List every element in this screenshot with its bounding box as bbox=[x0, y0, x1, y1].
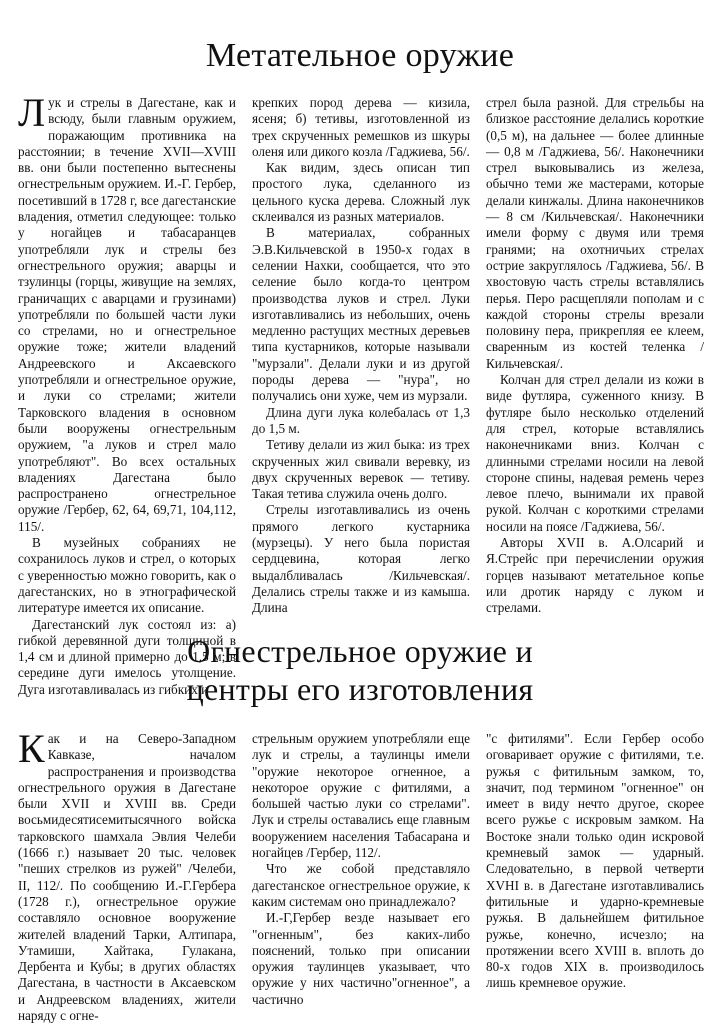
paragraph: крепких пород дерева — кизила, ясеня; б) тетивы, изготовленной из трех скрученных ремешков из шкуры оленя или дикого козла /Гаджиева, 56/. bbox=[252, 95, 470, 159]
paragraph: Как видим, здесь описан тип простого лука, сделанного из цельного куска дерева. Сложный лук склеивался из разных материалов. bbox=[252, 160, 470, 225]
section1-column-2 bbox=[252, 95, 470, 615]
section2-column-2 bbox=[252, 731, 470, 1007]
paragraph: Как и на Северо-Западном Кавказе, началом распространения и производства огнестрельного оружия в Дагестане были XVII и XVIII вв. Среди восьмидесятисемитысячного войска тарковского шамхала Эвлия Челеби (1666 г.) называет 20 тыс. человек "пеших стрелков из ружей" /Челеби, II, 112/. По сообщению И.-Г.Гербера (1728 г.), огнестрельное оружие составляло основное вооружение жителей владений Тарки, Алтипара, Утамиши, Хайтака, Гулакана, Дербента и Кубы; в других областях Дагестана, в частности в Аксаевском и Андреевском владениях, жители наряду с огне- bbox=[18, 726, 236, 1024]
paragraph: Дагестанский лук состоял из: а) гибкой деревянной дуги толщиной в 1,4 см и длиной примерно до 1,5 м; в середине дуги имелось утолщение. Дуга изготавливалась из гибких и bbox=[18, 616, 236, 697]
paragraph: Стрелы изготавливались из очень прямого легкого кустарника (мурзецы). У него была пористая сердцевина, которая легко выдалбливалась /Кильчевская/. Делались стрелы также и из камыша. Длина bbox=[252, 502, 470, 616]
section-title-throwing-weapons: Метательное оружие bbox=[205, 37, 515, 74]
drop-cap: К bbox=[18, 726, 45, 771]
paragraph: "с фитилями". Если Гербер особо оговаривает оружие с фитилями, т.е. ружья с фитильным замком, то, значит, под термином "огненное" он имеет в виду нечто другое, скорее всего ружье с искровым замком. На Востоке знали только один искровой кремневый замок — ударный. Следовательно, в первой четверти XVHI в. в Дагестане изготавливались фитильные и ударно-кремневые ружья. В дальнейшем фитильное ружье, конечно, исчезло; на протяжении всего XVIII в. вплоть до 80-х годов XIX в. производилось лишь кремневое оружие. bbox=[486, 731, 704, 991]
section1-column-1 bbox=[18, 90, 236, 697]
section-title-firearms: Огнестрельное оружие и центры его изготовления bbox=[186, 633, 534, 707]
paragraph: И.-Г,Гербер везде называет его "огненным", без каких-либо пояснений, только при описании оружия таулинцев указывает, что оружие у них частично"огненное", а частично bbox=[252, 910, 470, 1007]
paragraph: Тетиву делали из жил быка: из трех скрученных жил свивали веревку, из двух скрученных веревок — тетиву. Такая тетива служила очень долго. bbox=[252, 437, 470, 502]
paragraph: стрельным оружием употребляли еще лук и стрелы, а таулинцы имели "оружие некоторое огненное, а некоторое оружие с фитилями, а большей частью луки со стрелами". Лук и стрелы оставались еще главным вооружением населения Табасарана и ногайцев /Гербер, 112/. bbox=[252, 731, 470, 861]
section2-column-1 bbox=[18, 726, 236, 1024]
paragraph: стрел была разной. Для стрельбы на близкое расстояние делались короткие (0,5 м), на дальнее — более длинные — 0,8 м /Гаджиева, 56/. Наконечники стрел выковывались из железа, обычно теми же мастерами, которые делали кинжалы. Длина наконечников — 8 см /Кильчевская/. Наконечники имели форму с двумя или тремя гранями; на охотничьих стрелах острие закруглялось /Гаджиева, 56/. В хвостовую часть стрелы вставлялись перья. Перо расщепляли пополам и с каждой стороны стрелы врезали половину пера, прикрепляя ее клеем, сваренным из костей теленка /Кильчевская/. bbox=[486, 95, 704, 371]
paragraph: Колчан для стрел делали из кожи в виде футляра, суженного книзу. В футляре было несколько отделений для стрел, которые вставлялись наконечниками вниз. Колчан с длинными стрелами носили на левой стороне спины, надевая ремень через левое плечо, вынимали их правой рукой. Колчан с короткими стрелами носили на поясе /Гаджиева, 56/. bbox=[486, 372, 704, 534]
drop-cap: Л bbox=[18, 90, 46, 135]
paragraph: Авторы XVII в. А.Олсарий и Я.Стрейс при перечислении оружия горцев называют метательное копье или дротик наряду с луком и стрелами. bbox=[486, 535, 704, 616]
paragraph: Длина дуги лука колебалась от 1,3 до 1,5 м. bbox=[252, 404, 470, 436]
section2-column-3 bbox=[486, 731, 704, 993]
paragraph: Что же собой представляло дагестанское огнестрельное оружие, к каким системам оно принадлежало? bbox=[252, 861, 470, 909]
paragraph: Лук и стрелы в Дагестане, как и всюду, были главным оружием, поражающим противника на расстоянии; в течение XVII—XVIII вв. они были постепенно вытеснены огнестрельным оружием. И.-Г. Гербер, посетивший в 1728 г, все дагестанские владения, отметил следующее: только у ногайцев и табасаранцев употребляли лук и стрелы без огнестрельного оружия; аварцы и тзулинцы (горцы, живущие на землях, граничащих с аварцами и грузинами) употребляли по большей части луки со стрелами, но и огнестрельное оружие тоже; жители владений Андреевского и Аксаевского употребляли и огнестрельное оружие, и луки со стрелами; жители Тарковского владения в основном были вооружены огнестрельным оружием, "а луков и стрел мало употребляют". Во всех остальных владениях Дагестана было распространено огнестрельное оружие /Гербер, 62, 64, 69,71, 104,112, 115/. bbox=[18, 90, 236, 534]
section1-column-3 bbox=[486, 95, 704, 615]
paragraph: В музейных собраниях не сохранилось луков и стрел, о которых с уверенностью можно говорить, как о дагестанских, но в этнографической литературе имеется их описание. bbox=[18, 535, 236, 616]
paragraph: В материалах, собранных Э.В.Кильчевской в 1950-х годах в селении Нахки, сообщается, что это селение было когда-то центром производства луков и стрел. Луки изготавливались из небольших, очень медленно растущих местных деревьев типа кустарников, которые называли "мурзали". Делали луки и из другой породы дерева — "нура", но получались они хуже, чем из мурзали. bbox=[252, 225, 470, 404]
